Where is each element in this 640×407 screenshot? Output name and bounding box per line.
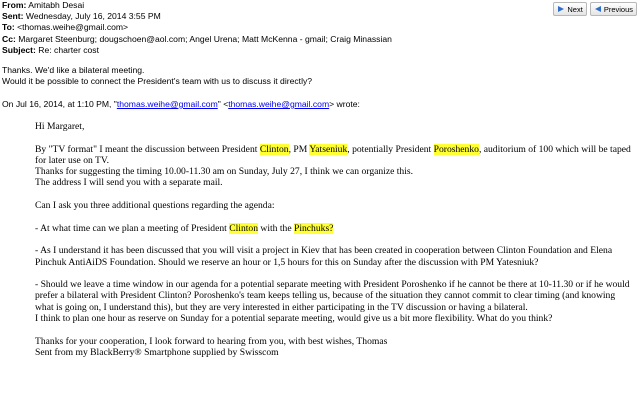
text-span: , auditorium of 100 which will be taped for later use on TV.: [35, 143, 631, 166]
text-span: - At what time can we plan a meeting of President: [35, 222, 230, 234]
closing-line: Thanks for your cooperation, I look forward to hearing from you, with best wishes, Thomas: [35, 335, 388, 347]
previous-button[interactable]: [590, 2, 637, 16]
email-header: [2, 0, 392, 56]
text-span: , PM: [288, 143, 310, 155]
from-value: Amitabh Desai: [28, 0, 85, 10]
address-line: The address I will send you with a separate mail.: [35, 177, 223, 189]
previous-label: Previous: [603, 4, 633, 14]
text-span: , potentially President: [347, 143, 434, 155]
sender-email-link-2[interactable]: thomas.weihe@gmail.com: [228, 99, 330, 109]
question-2: - As I understand it has been discussed that you will visit a project in Kiev that has been created in cooperation between Clinton Foundation and Elena Pinchuk AntiAiDS Foundation. Should we reserve an hour or 1,5 hours for this on Sunday after the discussion with PM Yatesniuk?: [35, 245, 613, 268]
previous-arrow-icon: [594, 5, 602, 13]
subject-row: [2, 45, 392, 56]
to-row: [2, 22, 392, 33]
text-span: By "TV format" I meant the discussion between President: [35, 143, 260, 155]
to-value: <thomas.weihe@gmail.com>: [17, 22, 129, 33]
paragraph-questions-intro: Can I ask you three additional questions regarding the agenda:: [35, 200, 275, 212]
paragraph-tv-format: [35, 144, 635, 189]
highlight-clinton: Clinton: [259, 143, 289, 155]
subject-label: Subject:: [2, 44, 36, 55]
subject-value: Re: charter cost: [38, 44, 99, 55]
sent-label: Sent:: [2, 11, 24, 22]
greeting: Hi Margaret,: [35, 121, 85, 132]
question-3: - Should we leave a time window in our agenda for a potential separate meeting with President Poroshenko if he cannot be there at 10-11.30 or if he would prefer a bilateral with President Clinton? Poroshenko's team keeps telling us, because of the situation they cannot commit to clear timing (and knowing what is going on, I understand this), but they are very interested in either participating in the TV discussion or having a bilateral.: [35, 279, 630, 313]
question-3-followup: I think to plan one hour as reserve on Sunday for a potential separate meeting, would give us a bit more flexibility. What do you think?: [35, 313, 553, 325]
highlight-poroshenko: Poroshenko: [433, 143, 479, 155]
sent-row: [2, 11, 392, 22]
sent-value: Wednesday, July 16, 2014 3:55 PM: [25, 11, 161, 22]
from-row: [2, 0, 392, 11]
message-navigation: [553, 2, 637, 16]
reply-line-1: Thanks. We'd like a bilateral meeting.: [2, 65, 145, 75]
question-1: [35, 223, 635, 234]
next-button[interactable]: [553, 2, 586, 16]
signature-line: Sent from my BlackBerry® Smartphone supplied by Swisscom: [35, 346, 279, 358]
next-arrow-icon: [557, 5, 565, 13]
highlight-yatseniuk: Yatseniuk: [309, 143, 348, 155]
cc-row: [2, 34, 392, 45]
cc-label: Cc:: [2, 33, 16, 44]
reply-line-2: Would it be possible to connect the President's team with us to discuss it directly?: [2, 76, 313, 86]
highlight-pinchuks: Pinchuks?: [294, 222, 334, 234]
quoted-message: [35, 121, 635, 358]
from-label: From:: [2, 0, 27, 10]
cc-value: Margaret Steenburg; dougschoen@aol.com; Angel Urena; Matt McKenna - gmail; Craig Minassian: [18, 33, 392, 44]
attribution-line: [2, 99, 360, 110]
attribution-prefix: On Jul 16, 2014, at 1:10 PM, ": [2, 99, 117, 109]
attribution-middle: " <: [217, 99, 229, 109]
text-span: with the: [258, 222, 294, 234]
timing-line: Thanks for suggesting the timing 10.00-11.30 am on Sunday, July 27, I think we can organize this.: [35, 166, 414, 178]
sender-email-link[interactable]: thomas.weihe@gmail.com: [116, 99, 218, 109]
to-label: To:: [2, 22, 15, 33]
highlight-clinton-2: Clinton: [229, 222, 259, 234]
next-label: Next: [567, 4, 583, 14]
attribution-suffix: > wrote:: [329, 99, 360, 109]
